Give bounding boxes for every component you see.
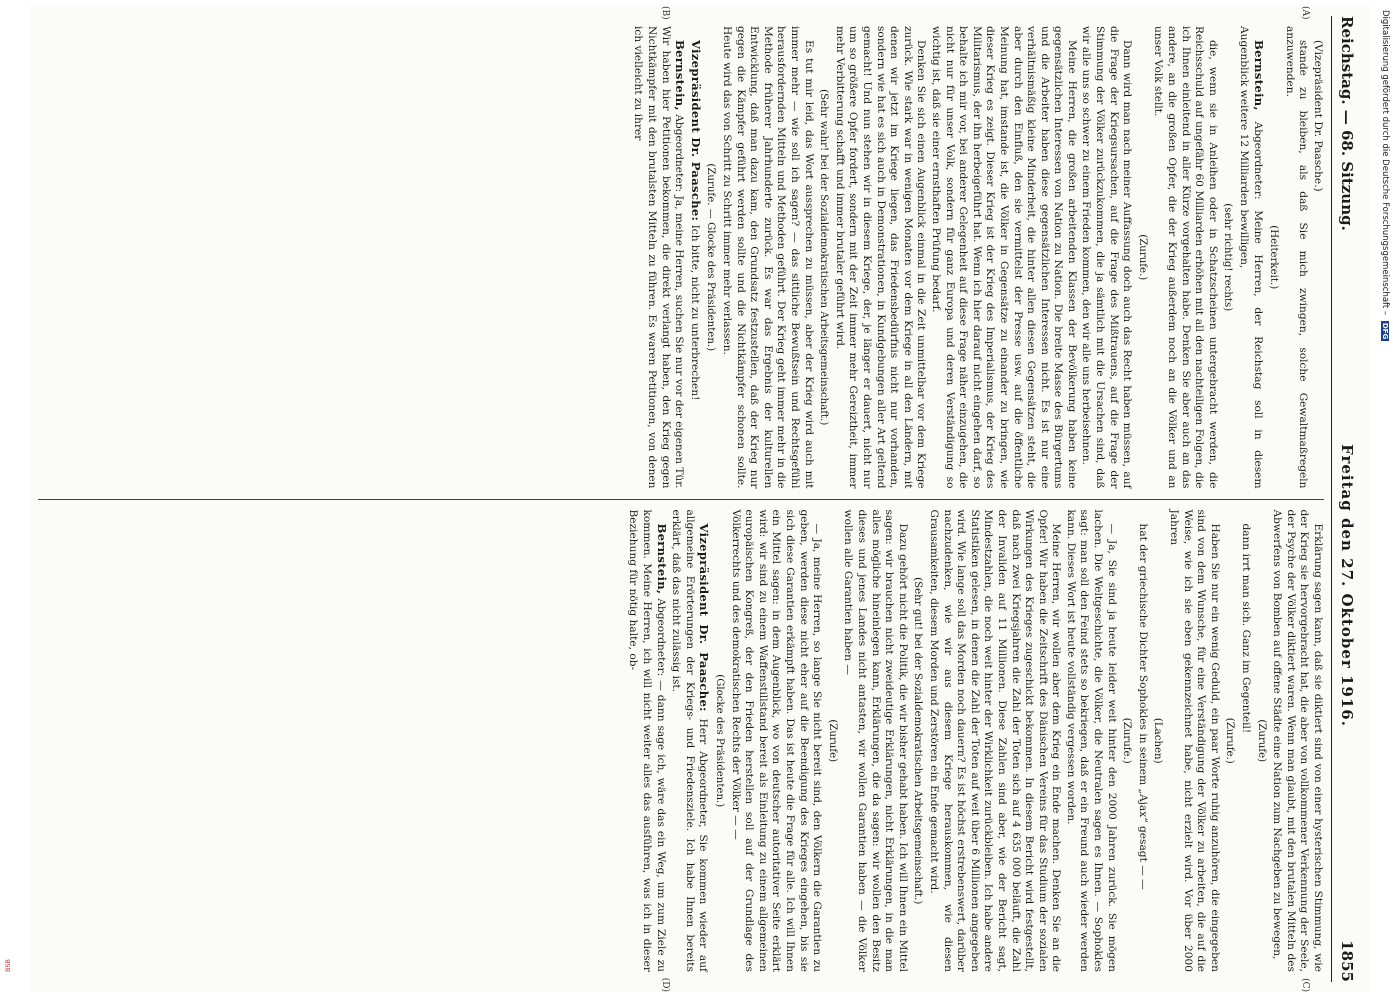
speaker-name: Bernstein,: [1251, 40, 1266, 111]
interjection: (Heiterkeit.): [1268, 225, 1280, 290]
document-page: [30, 6, 1370, 992]
bsb-mark: BSB: [4, 959, 12, 972]
speech-text: Abgeordneter: Meine Herren, der Reichstag soll in diesem Augenblick weitere 12 Milliarden bewilligen,: [1238, 26, 1264, 489]
speech-paragraph: [687, 26, 702, 489]
speaker-name: Bernstein,: [673, 40, 688, 111]
paragraph: Haben Sie nur ein wenig Geduld, ein paar Worte ruhig anzuhören, die eingegeben sind von dem Wunsche, für eine Verständigung der Völker zu arbeiten, die auf die Weise, wie ich sie eben gekennzeichnet habe, nicht erzielt wird. Vor über 2000 Jahren: [1168, 509, 1221, 972]
paragraph: Meine Herren, die großen arbeitenden Klassen der Bevölkerung haben keine gegensätzlichen Interessen von Nation zu Nation. Die breite Masse des Bürgertums und die Arbeiter haben diese gegensätzlichen Interessen nicht. Es ist nur eine verhältnismäßig kleine Minderheit, die hinter allen diesen Gegensätzen steht, die aber durch den Einfluß, den sie vermittelst der Presse usw. auf die öffentliche Meinung hat, imstande ist, die Völker in Gegensätze zu einander zu bringen, wie dieser Krieg es zeigt. Dieser Krieg ist der Krieg des Imperialismus, der Krieg des Militarismus, der ihn herbeigeführt hat. Wenn ich hier darauf nicht eingehen darf, so behalte ich mir vor, bei anderer Gelegenheit auf diese Frage näher einzugehen, die nicht nur für unser Volk, sondern für ganz Europa und deren Verständigung so wichtig ist, daß sie einer ernsthaften Prüfung bedarf.: [929, 26, 1078, 489]
speaker-name: Vizepräsident Dr. Paasche:: [688, 40, 703, 222]
paragraph: (Vizepräsident Dr. Paasche.): [1312, 40, 1324, 192]
column-left: [38, 16, 1324, 499]
paragraph: — Ja, meine Herren, so lange Sie nicht bereit sind, den Völkern die Garantien zu geben, werden diese nicht eher auf die Beendigung des Krieges eingehen, bis sie sich diese Garantien erkämpft haben. Das ist heute die Frage für alle. Ich will Ihnen ein Mittel sagen: in dem Augenblick, wo von deutscher autoritativer Seite erklärt wird: wir sind zu einem Waffenstillstand bereit als Einleitung zu einem allgemeinen europäischen Kongreß, der den Frieden herstellen soll auf der Grundlage des Völkerrechts und des demokratischen Rechts der Völker — —: [729, 509, 824, 972]
speech-text: Abgeordneter: — dann sage ich, wäre das ein Weg, um zum Ziele zu kommen. Meine Herren, ich will nicht weiter alles das ausführen, was ich in dieser Beziehung für nötig halte, ob-: [627, 509, 667, 972]
digitization-credit: [1376, 10, 1390, 990]
speech-text: Abgeordneter: Ja, meine Herren, suchen Sie nur vor der eigenen Tür. Wir haben hier Petitionen bekommen, die direkt verlangt haben, den Krieg gegen Nichtkämpfer mit den brutalsten Mitteln zu führen. Es waren Petitionen, von denen ich vielleicht zu ihrer: [632, 26, 686, 489]
speaker-name: Bernstein,: [654, 523, 669, 595]
paragraph: — Ja, Sie sind ja heute leider weit hinter den 2000 Jahren zurück. Sie mögen lachen. Die Weltgeschichte, die Völker, die Neutralen sagen es Ihnen. — Sophokles sagt: man soll den Feind stets so bekriegen, daß er ein Freund auch wieder werden kann. Dieses Wort ist heute vollständig vergessen worden.: [1064, 509, 1118, 972]
interjection: (Zurufe. — Glocke des Präsidenten.): [705, 163, 717, 352]
dfg-logo: DFG: [1381, 322, 1389, 340]
interjection: (Zurufe): [1255, 719, 1267, 763]
margin-marker-d: (D): [660, 977, 670, 992]
margin-marker-a: (A): [1300, 6, 1310, 20]
paragraph: die, wenn sie in Anleihen oder in Schatzscheinen untergebracht werden, die Reichsschuld auf ungefähr 60 Milliarden erhöhen mit all den nachteiligen Folgen, die ich Ihnen einleitend in aller Kürze vorgehalten habe. Denken Sie aber auch an das andere, an die großen Opfer, die der Krieg außerdem noch an die Völker und an unser Volk stellt.: [1152, 26, 1219, 489]
interjection: (Glocke des Präsidenten.): [714, 674, 726, 808]
rotated-page-content: [30, 6, 1370, 992]
interjection: (Lachen): [1152, 717, 1164, 764]
paragraph: Dann wird man nach meiner Auffassung doch auch das Recht haben müssen, auf die Frage der Kriegsursachen, auf die Frage des Mißtrauens, auf die Frage der Stimmung der Völker zurückzukommen, die ja sämtlich mit die Ursachen sind, daß wir alle uns so schwer zu einem Frieden kommen, den wir alle uns herbeisehnen.: [1080, 26, 1134, 489]
paragraph: dann irrt man sich. Ganz im Gegenteil!: [1240, 523, 1253, 734]
interjection: (Zurufe.): [1136, 234, 1148, 281]
interjection: (Sehr gut! bei der Sozialdemokratischen Arbeitsgemeinschaft.): [912, 577, 924, 905]
speech-paragraph: [631, 26, 686, 489]
speech-text: Herr Abgeordneter, Sie kommen wieder auf allgemeine Erörterungen der Kriegs- und Friedensziele. Ich habe Ihnen bereits erklärt, daß das nicht zulässig ist.: [670, 509, 710, 972]
header-page-number: 1855: [1338, 940, 1356, 982]
column-right: [38, 499, 1324, 983]
speech-paragraph: [669, 510, 711, 973]
speech-paragraph: [626, 510, 668, 973]
speech-paragraph: [1236, 26, 1264, 489]
paragraph: Dazu gehört nicht die Politik, die wir bisher gehabt haben. Ich will Ihnen ein Mittel sagen: wir brauchen nicht zweideutige Erklärungen, nicht Erklärungen, in die man alles mögliche hineinlegen kann, Erklärungen, die da sagen: wir wollen den Besitz dieses und jenes Landes nicht antasten, wir wollen Garantien haben — die Völker wollen alle Garantien haben —: [842, 509, 909, 972]
page-header: [1331, 16, 1362, 982]
paragraph: Denken Sie sich einen Augenblick einmal in die Zeit unmittelbar vor dem Kriege zurück. Wie stark war in wenigen Monaten vor dem Kriege in all den Ländern, mit denen wir jetzt im Kriege liegen, das Friedensbedürfnis nicht nur vorhanden, sondern wie hat es sich auch in Demonstrationen, in Kundgebungen aller Art geltend gemacht! Und nun stehen wir in diesem Kriege, der, je länger er dauert, nicht nur um so größere Opfer fordert, sondern mit der Zeit immer mehr Gereiztheit, immer mehr Verbitterung schafft und immer brutaler geführt wird.: [833, 26, 928, 489]
interjection: (Sehr wahr! bei der Sozialdemokratischen Arbeitsgemeinschaft.): [818, 89, 830, 426]
header-date: Freitag den 27. Oktober 1916.: [1338, 444, 1356, 727]
speech-text: Ich bitte, nicht zu unterbrechen!: [688, 224, 701, 401]
interjection: (Zurufe): [826, 719, 838, 763]
text-columns: [38, 16, 1324, 982]
margin-marker-c: (C): [1300, 978, 1310, 992]
interjection: (sehr richtig! rechts): [1222, 203, 1234, 312]
credit-text: Digitalisierung gefördert durch die Deutsche Forschungsgemeinschaft –: [1380, 10, 1390, 316]
paragraph: Erklärung sagen kann, daß sie diktiert sind von einer hysterischen Stimmung, wie der Krieg sie hervorgebracht hat, die aber von vollkommener Verkennung der Seele, der Psyche der Völker diktiert waren. Wenn man glaubt, mit den brutalen Mitteln des Abwerfens von Bomben auf offene Städte eine Nation zum Nachgeben zu bewegen,: [1271, 509, 1324, 972]
paragraph: hat der griechische Dichter Sophokles in seinem „Ajax“ gesagt — —: [1136, 523, 1149, 890]
interjection: (Zurufe.): [1121, 717, 1133, 764]
interjection: (Zurufe.): [1224, 717, 1236, 764]
header-session: Reichstag. — 68. Sitzung.: [1338, 16, 1356, 231]
paragraph: Meine Herren, wir wollen aber dem Krieg ein Ende machen. Denken Sie an die Opfer! Wir haben die Zeitschrift des Dänischen Vereins für das Studium der sozialen Wirkungen des Krieges zugeschickt bekommen. In diesem Bericht wird festgestellt, daß nach zwei Kriegsjahren die Zahl der Toten sich auf 4 635 000 beläuft, die Zahl der Invaliden auf 11 Millionen. Diese Zahlen sind aber, wie der Bericht sagt, Mindestzahlen, die noch weit hinter der Wirklichkeit zurückbleiben. Ich habe andere Statistiken gelesen, in denen die Zahl der Toten auf weit über 6 Millionen angegeben wird. Wie lange soll das Morden noch dauern? Es ist höchst erstrebenswert, darüber nachzudenken, wie wir aus diesem Kriege herauskommen, wie diesen Grausamkeiten, diesem Morden und Zerstören ein Ende gemacht wird.: [927, 509, 1063, 972]
paragraph: Es tut mir leid, das Wort aussprechen zu müssen, aber der Krieg wird auch mit immer mehr — wie soll ich sagen? — das sittliche Bewußtsein und Rechtsgefühl herausfordernden Mitteln und Methoden geführt. Der Krieg geht immer mehr in die Methode früherer Jahrhunderte zurück. Es war das Ergebnis der kulturellen Entwicklung, daß man dazu kam, den Grundsatz festzustellen, daß der Krieg nur gegen die Kämpfer geführt werden sollte und die Nichtkämpfer schonen sollte. Heute wird das von Schritt zu Schritt immer mehr verlassen.: [721, 26, 815, 489]
margin-marker-b: (B): [660, 6, 670, 20]
paragraph: stande zu bleiben, als daß Sie mich zwingen, solche Gewaltmaßregeln anzuwenden.: [1283, 26, 1310, 489]
speaker-name: Vizepräsident Dr. Paasche:: [697, 523, 712, 712]
